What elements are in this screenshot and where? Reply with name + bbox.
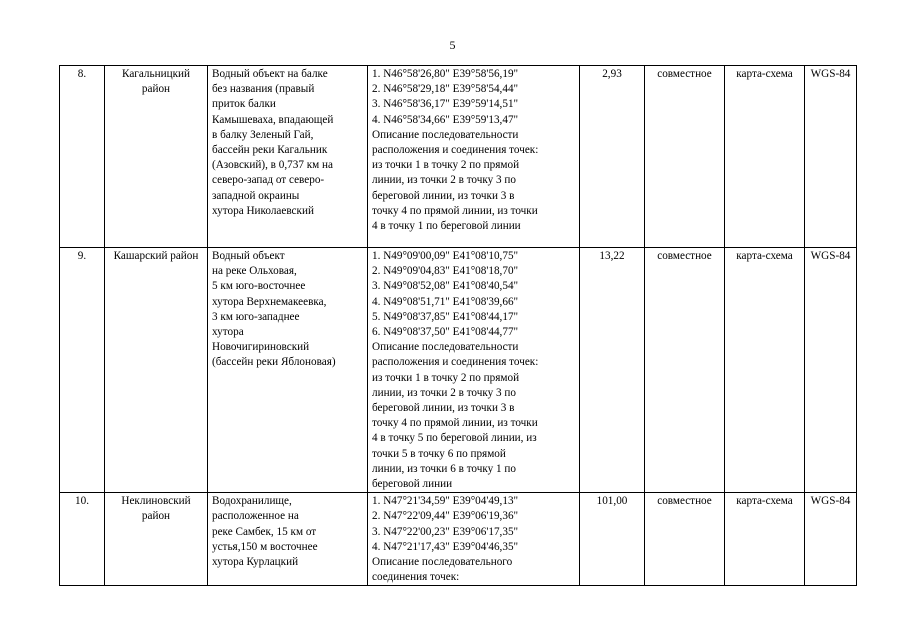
cell-line: (бассейн реки Яблоновая) bbox=[212, 356, 336, 369]
cell-line: Водный объект bbox=[212, 250, 285, 262]
area-cell: 101,00 bbox=[580, 493, 645, 586]
object-description-cell bbox=[208, 248, 368, 493]
object-description-cell bbox=[208, 493, 368, 586]
coordinates-cell bbox=[368, 493, 580, 586]
cell-line: 4 в точку 1 по береговой линии bbox=[372, 220, 521, 233]
coordinate-system-cell: WGS-84 bbox=[805, 493, 857, 586]
cell-line: 6. N49°08'37,50" E41°08'44,77" bbox=[372, 326, 519, 339]
cell-line: северо-запад от северо- bbox=[212, 174, 325, 187]
row-number: 8. bbox=[60, 66, 105, 248]
cell-line: береговой линии bbox=[372, 478, 453, 491]
cell-line: соединения точек: bbox=[372, 571, 460, 584]
cell-line: (Азовский), в 0,737 км на bbox=[212, 159, 333, 172]
table-row bbox=[60, 66, 857, 248]
cell-line: 3 км юго-западнее bbox=[212, 310, 300, 323]
cell-line: линии, из точки 6 в точку 1 по bbox=[372, 462, 516, 475]
cell-line: из точки 1 в точку 2 по прямой bbox=[372, 371, 520, 384]
cell-line: район bbox=[141, 83, 171, 96]
cell-line: точку 4 по прямой линии, из точки bbox=[372, 417, 538, 430]
cell-line: Водный объект на балке bbox=[212, 68, 328, 80]
district-cell bbox=[105, 248, 208, 493]
cell-line: 5. N49°08'37,85" E41°08'44,17" bbox=[372, 310, 519, 323]
cell-line: Кашарский район bbox=[113, 250, 199, 262]
cell-line: 4. N46°58'34,66" E39°59'13,47" bbox=[372, 113, 519, 126]
coordinate-system-cell: WGS-84 bbox=[805, 66, 857, 248]
cell-line: бассейн реки Кагальник bbox=[212, 144, 328, 157]
cell-line: 1. N47°21'34,59" E39°04'49,13" bbox=[372, 495, 519, 508]
cell-line: 3. N46°58'36,17" E39°59'14,51" bbox=[372, 98, 519, 111]
cell-line: расположения и соединения точек: bbox=[372, 356, 539, 369]
cell-line: 1. N49°09'00,09" E41°08'10,75" bbox=[372, 250, 519, 262]
cell-line: точку 4 по прямой линии, из точки bbox=[372, 204, 538, 217]
cell-line: на реке Ольховая, bbox=[212, 265, 297, 278]
cell-line: Водохранилище, bbox=[212, 495, 292, 508]
cell-line: 4. N47°21'17,43" E39°04'46,35" bbox=[372, 540, 519, 553]
cell-line: в балку Зеленый Гай, bbox=[212, 128, 314, 141]
area-cell: 2,93 bbox=[580, 66, 645, 248]
cell-line: Описание последовательности bbox=[372, 128, 519, 141]
cell-line: точки 5 в точку 6 по прямой bbox=[372, 447, 506, 460]
cell-line: Новочигириновский bbox=[212, 341, 310, 354]
cell-line: Неклиновский bbox=[121, 495, 191, 508]
coordinate-system-cell: WGS-84 bbox=[805, 248, 857, 493]
cell-line: линии, из точки 2 в точку 3 по bbox=[372, 174, 516, 187]
cell-line: хутора bbox=[212, 326, 244, 339]
area-cell: 13,22 bbox=[580, 248, 645, 493]
map-type-cell: карта-схема bbox=[725, 66, 805, 248]
cell-line: Описание последовательности bbox=[372, 341, 519, 354]
page-number: 5 bbox=[449, 38, 456, 52]
map-type-cell: карта-схема bbox=[725, 248, 805, 493]
cell-line: линии, из точки 2 в точку 3 по bbox=[372, 386, 516, 399]
table-row bbox=[60, 248, 857, 493]
cell-line: приток балки bbox=[212, 98, 276, 111]
cell-line: хутора Николаевский bbox=[212, 204, 314, 217]
object-description-cell bbox=[208, 66, 368, 248]
table-row bbox=[60, 493, 857, 586]
cell-line: 3. N49°08'52,08" E41°08'40,54" bbox=[372, 280, 519, 293]
map-type-cell: карта-схема bbox=[725, 493, 805, 586]
cell-line: 4 в точку 5 по береговой линии, из bbox=[372, 432, 537, 445]
coordinates-cell bbox=[368, 248, 580, 493]
row-number: 9. bbox=[60, 248, 105, 493]
cell-line: из точки 1 в точку 2 по прямой bbox=[372, 159, 520, 172]
cell-line: 2. N47°22'09,44" E39°06'19,36" bbox=[372, 510, 519, 523]
cell-line: береговой линии, из точки 3 в bbox=[372, 189, 515, 202]
cell-line: 5 км юго-восточнее bbox=[212, 280, 306, 293]
table-body bbox=[60, 66, 857, 586]
cell-line: западной окраины bbox=[212, 189, 300, 202]
usage-type-cell: совместное bbox=[645, 493, 725, 586]
cell-line: 2. N46°58'29,18" E39°58'54,44" bbox=[372, 83, 519, 96]
district-cell bbox=[105, 493, 208, 586]
cell-line: хутора Верхнемакеевка, bbox=[212, 295, 327, 308]
usage-type-cell: совместное bbox=[645, 248, 725, 493]
district-cell bbox=[105, 66, 208, 248]
cell-line: расположения и соединения точек: bbox=[372, 144, 539, 157]
cell-line: устья,150 м восточнее bbox=[212, 540, 318, 553]
cell-line: 2. N49°09'04,83" E41°08'18,70" bbox=[372, 265, 519, 278]
cell-line: 1. N46°58'26,80" E39°58'56,19" bbox=[372, 68, 519, 80]
cell-line: реке Самбек, 15 км от bbox=[212, 525, 317, 538]
water-objects-table bbox=[59, 65, 857, 586]
coordinates-cell bbox=[368, 66, 580, 248]
row-number: 10. bbox=[60, 493, 105, 586]
cell-line: Камышеваха, впадающей bbox=[212, 113, 334, 126]
cell-line: без названия (правый bbox=[212, 83, 315, 96]
cell-line: район bbox=[141, 510, 171, 523]
cell-line: расположенное на bbox=[212, 510, 299, 523]
cell-line: 3. N47°22'00,23" E39°06'17,35" bbox=[372, 525, 519, 538]
cell-line: хутора Курлацкий bbox=[212, 556, 299, 569]
cell-line: Описание последовательного bbox=[372, 556, 513, 569]
cell-line: 4. N49°08'51,71" E41°08'39,66" bbox=[372, 295, 519, 308]
usage-type-cell: совместное bbox=[645, 66, 725, 248]
cell-line: Кагальницкий bbox=[122, 68, 190, 80]
cell-line: береговой линии, из точки 3 в bbox=[372, 402, 515, 415]
